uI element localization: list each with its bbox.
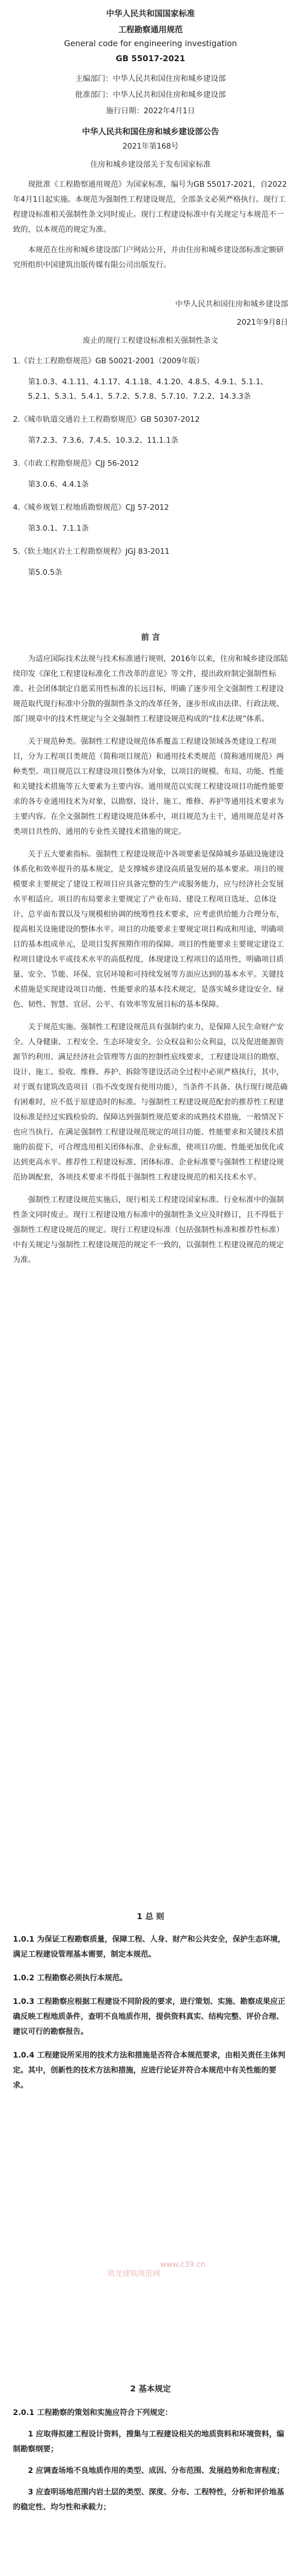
preface-paragraph: 强制性工程建设规范实施后，现行相关工程建设国家标准、行业标准中的强制性条文同时废止。现行工程建设地方标准中的强制性条文应及时修订，且不得低于强制性工程建设规范的规定。现行工程建设标准（包括强制性标准和推荐性标准）中有关规定与强制性工程建设规范的规定不一致的，以强制性工程建设规范的规定为准。 — [13, 1196, 284, 1264]
announcement-date: 2021年9月8日 — [236, 318, 288, 327]
abolished-list — [13, 354, 288, 580]
announcement-body — [13, 177, 288, 273]
abolished-item-name: 3.《市政工程勘察规范》CJJ 56-2012 — [13, 459, 139, 468]
clause: 1.0.2 工程勘察必须执行本规范。 — [13, 1974, 127, 1982]
abolished-item-name: 5.《软土地区岩土工程勘察规程》JGJ 83-2011 — [13, 547, 170, 556]
announcement-ministry: 中华人民共和国住房和城乡建设部公告 — [82, 127, 219, 136]
effective-date: 施行日期：2022年4月1日 — [106, 107, 195, 115]
announcement-subject: 住房和城乡建设部关于发布国家标准 — [90, 160, 211, 169]
clause: 2.0.1 工程勘察的策划和实施应符合下列规定： — [13, 2409, 173, 2417]
clause-item: 3 应查明场地范围内岩土层的类型、深度、分布、工程特性，分析和评价地基的稳定性、均匀性和承载力； — [13, 2488, 284, 2512]
standard-code: GB 55017-2021 — [116, 54, 185, 63]
abolished-item-clauses: 第5.0.5条 — [28, 568, 62, 577]
chapter-1-title: 1 总 则 — [137, 1912, 164, 1921]
watermark-site-url: www.c39.cn — [160, 2260, 206, 2269]
announcement-paragraph: 现批准《工程勘察通用规范》为国家标准，编号为GB 55017-2021，自2022年4月1日起实施。本规范为强制性工程建设规范，全部条文必须严格执行。现行工程建设标准相关强制性条文同时废止。现行工程建设标准中有关规定与本规范不一致的，以本规范的规定为准。 — [13, 180, 287, 234]
document-title-cn: 工程勘察通用规范 — [118, 25, 183, 34]
abolished-item-clauses: 第3.0.1、7.1.1条 — [28, 524, 89, 533]
clause-item: 1 应取得拟建工程设计资料，搜集与工程建设相关的地质资料和环境资料，编制勘察纲要； — [13, 2430, 284, 2454]
preface-paragraph: 关于规范实施。强制性工程建设规范具有强制约束力，是保障人民生命财产安全、人身健康、工程安全、生态环境安全、公众权益和公众利益，以及促进能源资源节约利用、满足经济社会管理等方面的控制性底线要求，工程建设项目的勘察、设计、施工、验收、维修、养护、拆除等建设活动全过程中必须严格执行，其中，对于既有建筑改造项目（指不改变现有使用功能），当条件不具备、执行现行规范确有困难时，应不低于原建造时的标准。与强制性工程建设规范配套的推荐性工程建设标准是经过实践检验的、保障达到强制性规范要求的成熟技术措施，一般情况下也应当执行。在满足强制性工程建设规范规定的项目功能、性能要求和关键技术措施的前提下，可合理选用相关团体标准、企业标准，使项目功能、性能更加优化或达到更高水平。推荐性工程建设标准、团体标准、企业标准要与强制性工程建设规范协调配套，各项技术要求不得低于强制性工程建设规范的相关技术水平。 — [13, 1023, 288, 1182]
clause: 1.0.3 工程勘察应根据工程建设不同阶段的要求，进行策划、实施、勘察成果应正确反映工程地质条件，查明不良地质作用，提供资料真实、结构完整、评价合理、建议可行的勘察报告。 — [13, 1997, 285, 2036]
national-standard-label: 中华人民共和国国家标准 — [106, 9, 195, 18]
abolished-item-name: 2.《城市轨道交通岩土工程勘察规范》GB 50307-2012 — [13, 415, 200, 424]
abolished-item-clauses: 第1.0.3、4.1.11、4.1.17、4.1.18、4.1.20、4.8.5、4.9.1、5.1.1、5.2.1、5.3.1、5.4.1、5.7.2、5.7.8、5.7.10、7.2.2、14.3.3条 — [28, 378, 268, 401]
chapter-2-body — [13, 2405, 288, 2515]
abolished-item-name: 1.《岩土工程勘察规范》GB 50021-2001（2009年版） — [13, 357, 204, 365]
abolished-item-clauses: 第7.2.3、7.3.6、7.4.5、10.3.2、11.1.1条 — [28, 436, 178, 445]
announcement-signer: 中华人民共和国住房和城乡建设部 — [175, 300, 288, 309]
abolished-item-clauses: 第3.0.6、4.4.1条 — [28, 480, 89, 489]
document-title-en: General code for engineering investigation — [64, 39, 237, 48]
preface-paragraph: 关于规范种类。强制性工程建设规范体系覆盖工程建设领域各类建设工程项目，分为工程项目类规范（简称项目规范）和通用技术类规范（简称通用规范）两种类型。项目规范以工程建设项目整体为对象，以项目的规模、布局、功能、性能和关键技术措施等五大要素为主要内容。通用规范以实现工程建设项目功能性能要求的各专业通用技术为对象，以勘察、设计、施工、维修、养护等通用技术要求为主要内容。在全文强制性工程建设规范体系中，项目规范为主干，通用规范是对各类项目共性的、通用的专业性关键技术措施的规定。 — [13, 737, 284, 836]
preface-title: 前 言 — [141, 632, 160, 642]
watermark-site-name: 筑龙建筑规范网 — [108, 2270, 160, 2278]
abolished-title: 废止的现行工程建设标准相关强制性条文 — [83, 336, 218, 345]
chapter-2-title: 2 基本规定 — [130, 2384, 171, 2394]
clause: 1.0.4 工程建设所采用的技术方法和措施是否符合本规范要求，由相关责任主体判定。其中，创新性的技术方法和措施，应进行论证并符合本规范中有关性能的要求。 — [13, 2051, 285, 2090]
clause-item: 2 应调查场地不良地质作用的类型、成因、分布范围、发展趋势和危害程度； — [28, 2467, 284, 2475]
announcement-number: 2021年第168号 — [122, 142, 179, 151]
clause: 1.0.1 为保证工程勘察质量，保障工程、人身、财产和公共安全，保护生态环境，满足工程建设管理基本需要，制定本规范。 — [13, 1935, 285, 1959]
preface-paragraph: 关于五大要素指标。强制性工程建设规范中各项要素是保障城乡基础设施建设体系化和效率提升的基本规定，是支撑城乡建设高质量发展的基本要求。项目的规模要求主要规定了建设工程项目应具备完整的生产或服务能力，应与经济社会发展水平相适应。项目的布局要求主要规定了产业布局、建设工程项目选址、总体设计、总平面布置以及与规模相协调的统筹性技术要求，应考虑供给能力合理分布，提高相关设施建设的整体水平。项目的功能要求主要规定项目构成和用途，明确项目的基本组成单元，是项目发挥预期作用的保障。项目的性能要求主要规定建设工程项目建设水平或技术水平的高低程度，体现建设工程项目的适用性，明确项目质量、安全、节能、环保、宜居环境和可持续发展等方面应达到的基本水平。关键技术措施是实现建设项目功能、性能要求的基本技术规定，是落实城乡建设安全、绿色、韧性、智慧、宜居、公平、有效率等发展目标的基本保障。 — [13, 850, 284, 1009]
announcement-paragraph: 本规范在住房和城乡建设部门户网站公开，并由住房和城乡建设部标准定额研究所组织中国建筑出版传媒有限公司出版发行。 — [13, 246, 284, 269]
preface-paragraph: 为适应国际技术法规与技术标准通行规则，2016年以来，住房和城乡建设部陆续印发《深化工程建设标准化工作改革的意见》等文件，提出政府制定强制性标准、社会团体制定自愿采用性标准的长远目标，明确了逐步用全文强制性工程建设规范取代现行标准中分散的强制性条文的改革任务，逐步形成由法律、行政法规、部门规章中的技术性规定与全文强制性工程建设规范构成的“技术法规”体系。 — [13, 655, 288, 723]
abolished-item-name: 4.《城乡规划工程地质勘察规范》CJJ 57-2012 — [13, 503, 169, 512]
chapter-1-body — [13, 1932, 288, 2093]
preface-body — [13, 652, 288, 1268]
chief-department: 主编部门：中华人民共和国住房和城乡建设部 — [75, 75, 226, 83]
approval-department: 批准部门：中华人民共和国住房和城乡建设部 — [75, 91, 226, 99]
